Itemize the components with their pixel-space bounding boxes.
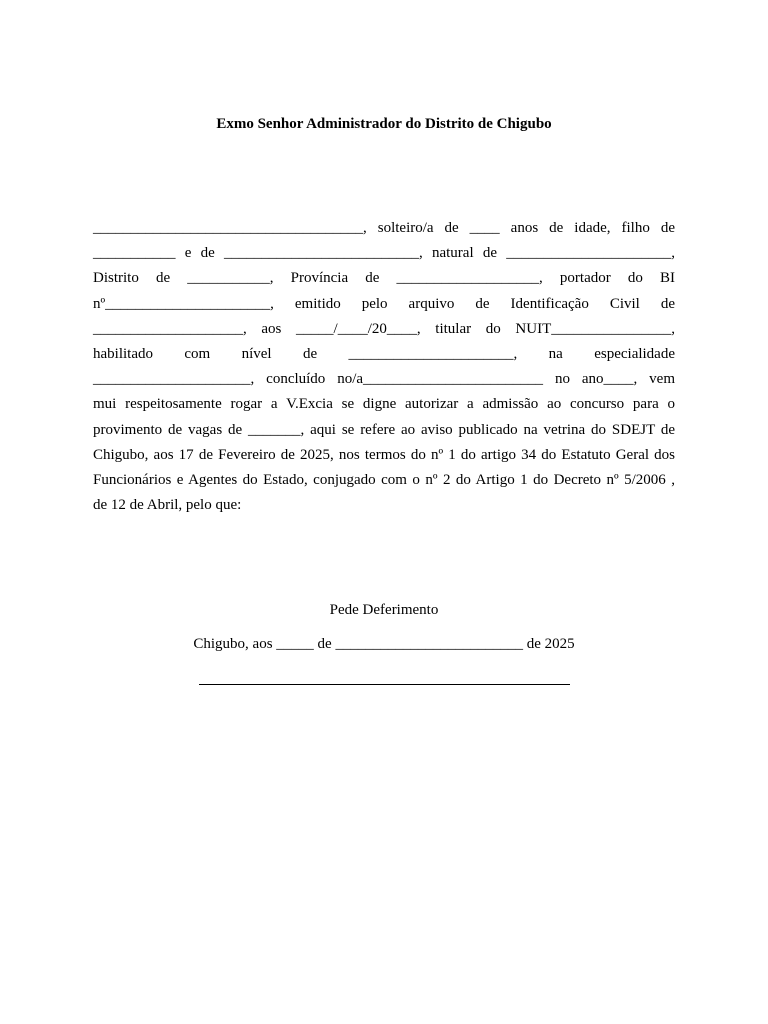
body-line-2: ___________ e de __________________________, natural de ______________________, (93, 245, 675, 262)
request-body (93, 216, 675, 518)
body-line-4: nº______________________, emitido pelo arquivo de Identificação Civil de (93, 295, 675, 312)
pede-deferimento: Pede Deferimento (329, 602, 439, 618)
body-line-5: ____________________, aos _____/____/20____, titular do NUIT________________, (93, 320, 675, 337)
document-title: Exmo Senhor Administrador do Distrito de Chigubo (216, 116, 552, 132)
body-line-9: provimento de vagas de _______, aqui se refere ao aviso publicado na vetrina do SDEJT de (93, 421, 675, 438)
signature-line (199, 684, 570, 685)
body-line-12: de 12 de Abril, pelo que: (93, 497, 242, 514)
place-and-date: Chigubo, aos _____ de _________________________ de 2025 (193, 636, 575, 652)
body-line-11: Funcionários e Agentes do Estado, conjugado com o nº 2 do Artigo 1 do Decreto nº 5/2006 , (93, 471, 675, 488)
body-line-8: mui respeitosamente rogar a V.Excia se digne autorizar a admissão ao concurso para o (93, 396, 675, 413)
body-line-1: ____________________________________, solteiro/a de ____ anos de idade, filho de (93, 220, 675, 236)
body-line-7: _____________________, concluído no/a________________________ no ano____, vem (93, 371, 675, 388)
body-line-6: habilitado com nível de ______________________, na especialidade (93, 345, 675, 362)
body-line-3: Distrito de ___________, Província de ___________________, portador do BI (93, 270, 675, 287)
body-line-10: Chigubo, aos 17 de Fevereiro de 2025, nos termos do nº 1 do artigo 34 do Estatuto Geral dos (93, 446, 675, 463)
